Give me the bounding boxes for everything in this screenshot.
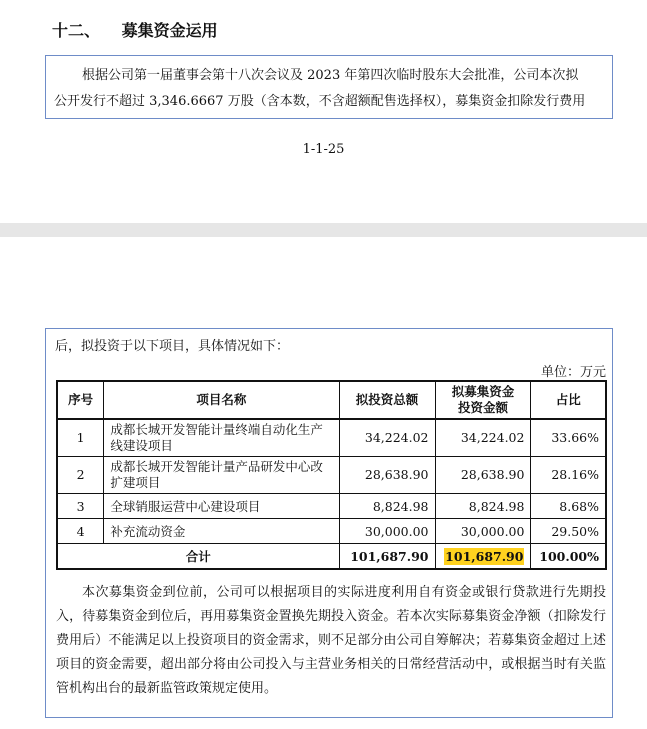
cell-no: 3: [57, 494, 104, 519]
projects-table: [56, 380, 607, 570]
table-row: [57, 519, 606, 544]
cell-total: 34,224.02: [339, 419, 435, 457]
header-ratio: 占比: [531, 381, 606, 419]
total-raised-cell: [435, 544, 531, 570]
cell-no: 1: [57, 419, 104, 457]
highlighted-raised-total: 101,687.90: [445, 548, 524, 564]
header-raised: 拟募集资金 投资金额: [435, 381, 531, 419]
intro-line-2: 公开发行不超过 3,346.6667 万股（含本数，不含超额配售选择权），募集资金扣除发行费用: [54, 94, 586, 109]
unit-label: 单位：万元: [540, 365, 606, 380]
page-break-divider: [0, 223, 647, 237]
cell-raised: 8,824.98: [435, 494, 531, 519]
table-row: [57, 419, 606, 457]
table-total-row: [57, 544, 606, 570]
projects-box: [45, 328, 613, 718]
cell-name: 全球销服运营中心建设项目: [104, 494, 339, 519]
total-amount: 101,687.90: [339, 544, 435, 570]
cell-total: 8,824.98: [339, 494, 435, 519]
cell-total: 30,000.00: [339, 519, 435, 544]
section-heading: [52, 18, 218, 41]
total-ratio: 100.00%: [531, 544, 606, 570]
intro-line-1: 根据公司第一届董事会第十八次会议及 2023 年第四次临时股东大会批准，公司本次拟: [82, 68, 579, 83]
section-title: 募集资金运用: [121, 21, 218, 40]
cell-raised: 34,224.02: [435, 419, 531, 457]
total-label: 合计: [57, 544, 339, 570]
cell-raised: 30,000.00: [435, 519, 531, 544]
cell-name: 成都长城开发智能计量产品研发中心改扩建项目: [104, 457, 339, 494]
cell-name: 成都长城开发智能计量终端自动化生产线建设项目: [104, 419, 339, 457]
closing-paragraph: 本次募集资金到位前，公司可以根据项目的实际进度利用自有资金或银行贷款进行先期投入，待募集资金到位后，再用募集资金置换先期投入资金。若本次实际募集资金净额（扣除发行费用后）不能满足以上投资项目的资金需求，则不足部分由公司自筹解决；若募集资金超过上述项目的资金需要，超出部分将由公司投入与主营业务相关的日常经营活动中，或根据当时有关监管机构出台的最新监管政策规定使用。: [56, 585, 606, 696]
cell-no: 2: [57, 457, 104, 494]
header-total: 拟投资总额: [339, 381, 435, 419]
header-name: 项目名称: [104, 381, 339, 419]
closing-text: [56, 581, 606, 701]
section-number: 十二、: [52, 21, 101, 40]
page-number: 1-1-25: [302, 142, 345, 157]
cell-raised: 28,638.90: [435, 457, 531, 494]
continuation-text: 后，拟投资于以下项目，具体情况如下：: [55, 339, 290, 354]
cell-total: 28,638.90: [339, 457, 435, 494]
cell-ratio: 8.68%: [531, 494, 606, 519]
cell-ratio: 33.66%: [531, 419, 606, 457]
table-row: [57, 494, 606, 519]
table-header-row: [57, 381, 606, 419]
cell-no: 4: [57, 519, 104, 544]
cell-name: 补充流动资金: [104, 519, 339, 544]
cell-ratio: 28.16%: [531, 457, 606, 494]
intro-text-box: [45, 55, 613, 119]
table-row: [57, 457, 606, 494]
header-no: 序号: [57, 381, 104, 419]
cell-ratio: 29.50%: [531, 519, 606, 544]
